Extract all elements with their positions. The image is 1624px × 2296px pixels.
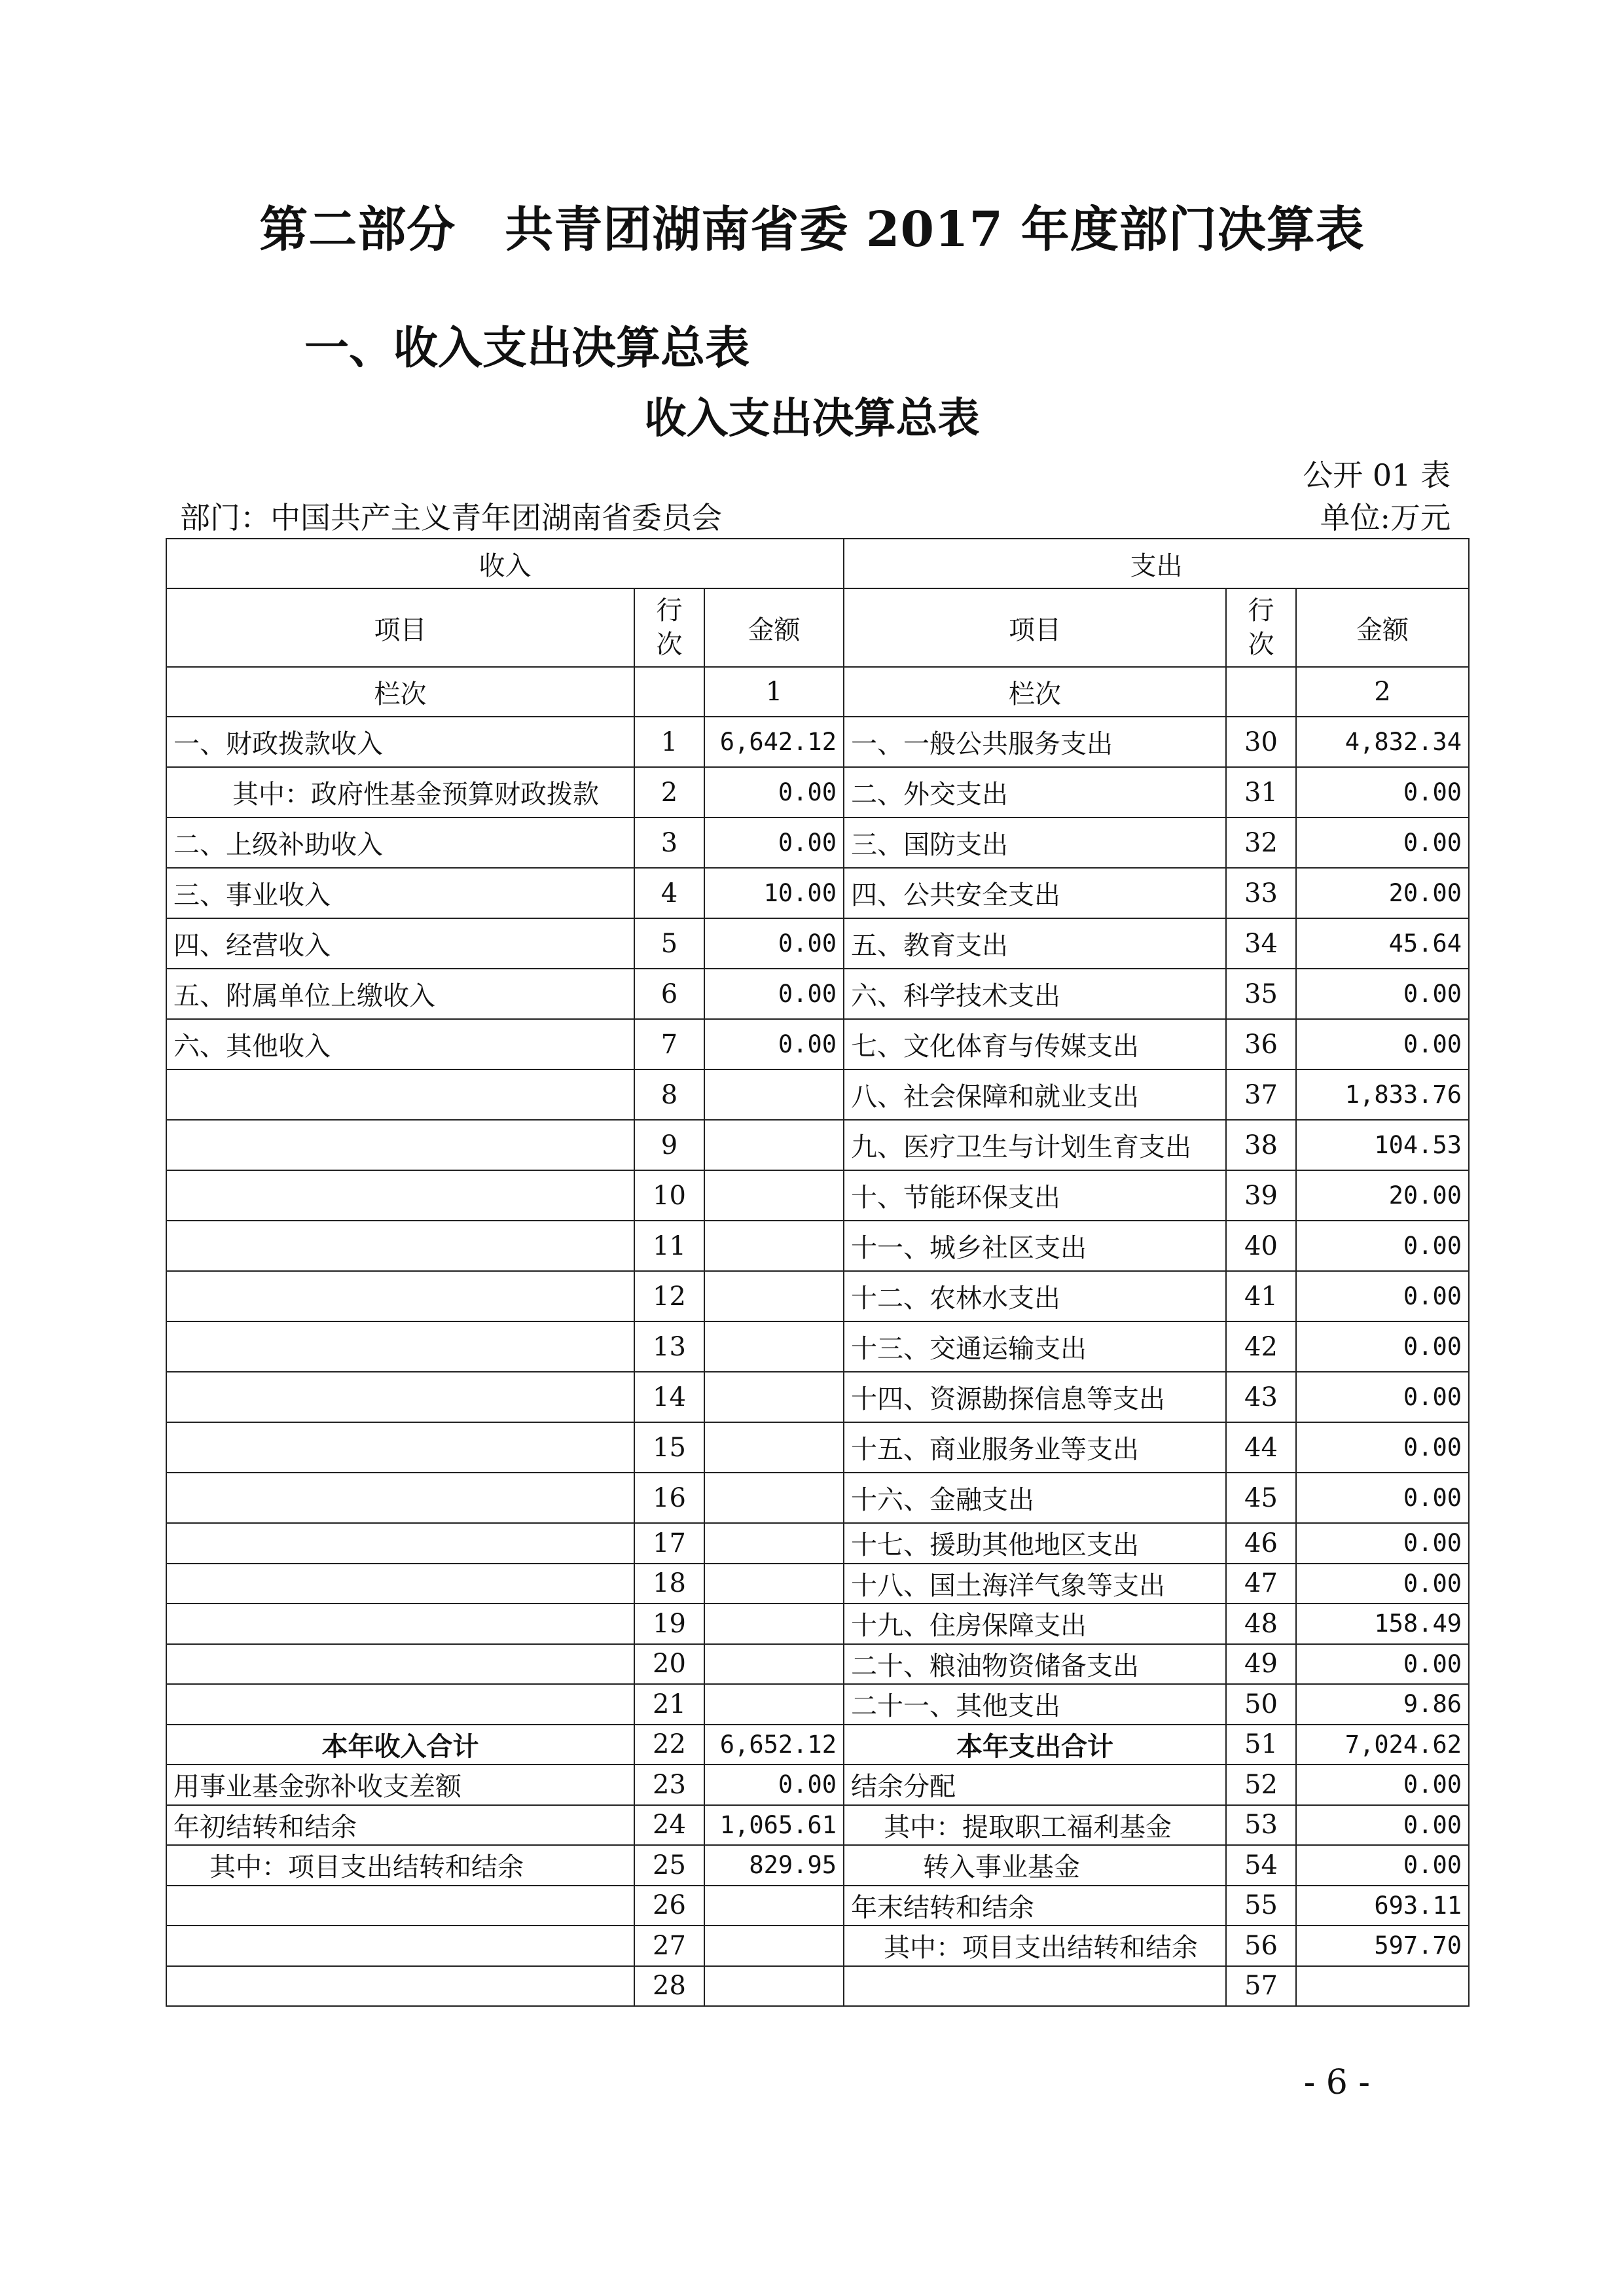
expense-item-cell: 九、医疗卫生与计划生育支出 [844,1120,1226,1170]
header-row-column-index [166,667,1469,717]
expense-row-number: 56 [1226,1926,1296,1966]
income-item-cell: 其中：政府性基金预算财政拨款 [166,767,634,817]
expense-item-cell: 十六、金融支出 [844,1473,1226,1523]
income-column-label: 栏次 [166,667,634,717]
expense-amount-cell: 0.00 [1296,767,1469,817]
expense-item-cell: 十九、住房保障支出 [844,1604,1226,1644]
income-amount-cell [704,1271,844,1321]
expense-row-number: 51 [1226,1725,1296,1765]
table-row [166,1684,1469,1725]
expense-row-number: 37 [1226,1069,1296,1120]
empty-cell [1226,667,1296,717]
expense-row-number: 57 [1226,1966,1296,2007]
expense-row-number: 35 [1226,969,1296,1019]
table-row [166,1765,1469,1805]
page-title: 第二部分 共青团湖南省委 2017 年度部门决算表 [259,202,1365,258]
income-amount-cell [704,1170,844,1221]
expense-row-number: 46 [1226,1523,1296,1564]
table-row [166,868,1469,918]
income-item-cell [166,1170,634,1221]
expense-amount-cell: 0.00 [1296,817,1469,868]
expense-row-number: 32 [1226,817,1296,868]
expense-column-index: 2 [1296,667,1469,717]
table-row [166,1170,1469,1221]
section-title: 一、收入支出决算总表 [304,322,750,374]
expense-amount-cell: 45.64 [1296,918,1469,969]
income-row-number: 10 [634,1170,704,1221]
income-row-number: 24 [634,1805,704,1846]
expense-amount-cell: 20.00 [1296,868,1469,918]
income-amount-cell: 6,652.12 [704,1725,844,1765]
table-row [166,1372,1469,1422]
income-item-cell [166,1271,634,1321]
income-amount-cell [704,1564,844,1604]
expense-row-number: 39 [1226,1170,1296,1221]
expense-item-cell: 十八、国土海洋气象等支出 [844,1564,1226,1604]
expense-row-number: 50 [1226,1684,1296,1725]
table-row [166,1271,1469,1321]
expense-item-cell: 三、国防支出 [844,817,1226,868]
table-row [166,1725,1469,1765]
expense-row-number: 31 [1226,767,1296,817]
table-row [166,1926,1469,1966]
income-amount-cell [704,1684,844,1725]
table-row [166,1845,1469,1886]
row-no-header-text: 行 次 [1248,596,1274,660]
income-amount-cell [704,1604,844,1644]
header-row-columns [166,588,1469,667]
income-item-cell [166,1684,634,1725]
income-amount-cell: 0.00 [704,969,844,1019]
income-row-number: 1 [634,717,704,767]
expense-row-no-header [1226,588,1296,667]
expense-row-number: 43 [1226,1372,1296,1422]
expense-item-cell: 四、公共安全支出 [844,868,1226,918]
income-row-number: 23 [634,1765,704,1805]
expense-item-cell [844,1966,1226,2007]
income-item-cell: 五、附属单位上缴收入 [166,969,634,1019]
expense-amount-cell: 4,832.34 [1296,717,1469,767]
table-row [166,1120,1469,1170]
form-number: 公开 01 表 [1303,457,1451,493]
table-row [166,1321,1469,1372]
expense-row-number: 52 [1226,1765,1296,1805]
income-row-number: 26 [634,1886,704,1926]
expense-header: 支出 [844,539,1469,588]
expense-row-number: 47 [1226,1564,1296,1604]
income-row-number: 16 [634,1473,704,1523]
income-item-cell [166,1221,634,1271]
expense-amount-cell: 7,024.62 [1296,1725,1469,1765]
expense-item-cell: 八、社会保障和就业支出 [844,1069,1226,1120]
table-row [166,1966,1469,2007]
table-row [166,1221,1469,1271]
income-amount-header: 金额 [704,588,844,667]
row-no-header-text: 行 次 [656,596,683,660]
expense-item-cell: 其中：提取职工福利基金 [844,1805,1226,1846]
income-item-cell [166,1321,634,1372]
expense-row-number: 41 [1226,1271,1296,1321]
income-amount-cell [704,1372,844,1422]
income-item-cell: 三、事业收入 [166,868,634,918]
expense-amount-cell: 0.00 [1296,969,1469,1019]
expense-item-header: 项目 [844,588,1226,667]
expense-row-number: 34 [1226,918,1296,969]
income-row-number: 19 [634,1604,704,1644]
expense-item-cell: 十二、农林水支出 [844,1271,1226,1321]
income-item-cell [166,1644,634,1685]
income-item-cell: 年初结转和结余 [166,1805,634,1846]
expense-item-cell: 七、文化体育与传媒支出 [844,1019,1226,1069]
expense-row-number: 48 [1226,1604,1296,1644]
expense-amount-cell: 20.00 [1296,1170,1469,1221]
table-row [166,817,1469,868]
income-amount-cell [704,1069,844,1120]
income-item-cell [166,1523,634,1564]
income-amount-cell: 0.00 [704,1765,844,1805]
table-row [166,1644,1469,1685]
income-amount-cell: 0.00 [704,767,844,817]
income-amount-cell [704,1523,844,1564]
expense-amount-cell: 0.00 [1296,1473,1469,1523]
income-row-number: 4 [634,868,704,918]
income-column-index: 1 [704,667,844,717]
table-row [166,918,1469,969]
expense-column-label: 栏次 [844,667,1226,717]
empty-cell [634,667,704,717]
expense-amount-cell: 0.00 [1296,1805,1469,1846]
income-item-cell: 用事业基金弥补收支差额 [166,1765,634,1805]
income-item-cell: 四、经营收入 [166,918,634,969]
income-row-number: 21 [634,1684,704,1725]
expense-amount-cell: 0.00 [1296,1422,1469,1473]
expense-amount-cell: 1,833.76 [1296,1069,1469,1120]
income-row-number: 15 [634,1422,704,1473]
income-row-number: 6 [634,969,704,1019]
expense-amount-cell: 0.00 [1296,1372,1469,1422]
income-row-number: 8 [634,1069,704,1120]
income-amount-cell [704,1473,844,1523]
income-amount-cell [704,1120,844,1170]
table-title: 收入支出决算总表 [644,394,980,443]
expense-item-cell: 一、一般公共服务支出 [844,717,1226,767]
expense-row-number: 49 [1226,1644,1296,1685]
income-row-number: 25 [634,1845,704,1886]
table-row [166,969,1469,1019]
income-amount-cell: 0.00 [704,1019,844,1069]
income-row-number: 20 [634,1644,704,1685]
income-row-number: 18 [634,1564,704,1604]
income-item-cell: 其中：项目支出结转和结余 [166,1845,634,1886]
income-header: 收入 [166,539,844,588]
income-row-number: 28 [634,1966,704,2007]
income-amount-cell [704,1926,844,1966]
table-row [166,1019,1469,1069]
income-item-cell [166,1604,634,1644]
expense-item-cell: 十四、资源勘探信息等支出 [844,1372,1226,1422]
table-row [166,1473,1469,1523]
income-row-no-header [634,588,704,667]
expense-item-cell: 五、教育支出 [844,918,1226,969]
expense-amount-cell: 0.00 [1296,1845,1469,1886]
income-row-number: 2 [634,767,704,817]
table-row [166,1564,1469,1604]
income-amount-cell [704,1321,844,1372]
expense-row-number: 44 [1226,1422,1296,1473]
table-row [166,1523,1469,1564]
expense-row-number: 33 [1226,868,1296,918]
unit-label: 单位:万元 [1320,500,1451,535]
income-item-cell: 二、上级补助收入 [166,817,634,868]
income-item-cell: 一、财政拨款收入 [166,717,634,767]
expense-row-number: 30 [1226,717,1296,767]
expense-amount-header: 金额 [1296,588,1469,667]
income-item-header: 项目 [166,588,634,667]
table-row [166,1422,1469,1473]
income-amount-cell: 1,065.61 [704,1805,844,1846]
expense-item-cell: 结余分配 [844,1765,1226,1805]
income-amount-cell [704,1422,844,1473]
page-number: - 6 - [1303,2063,1370,2102]
income-amount-cell [704,1966,844,2007]
expense-row-number: 40 [1226,1221,1296,1271]
table-row [166,1069,1469,1120]
expense-item-cell: 十、节能环保支出 [844,1170,1226,1221]
income-item-cell [166,1069,634,1120]
expense-amount-cell: 0.00 [1296,1271,1469,1321]
income-amount-cell: 0.00 [704,817,844,868]
income-item-cell [166,1120,634,1170]
expense-item-cell: 二、外交支出 [844,767,1226,817]
table-row [166,717,1469,767]
income-row-number: 13 [634,1321,704,1372]
table-row [166,767,1469,817]
header-row-sections [166,539,1469,588]
expense-row-number: 54 [1226,1845,1296,1886]
income-item-cell [166,1372,634,1422]
expense-amount-cell: 0.00 [1296,1321,1469,1372]
income-item-cell [166,1473,634,1523]
income-item-cell: 六、其他收入 [166,1019,634,1069]
expense-amount-cell: 0.00 [1296,1221,1469,1271]
income-row-number: 3 [634,817,704,868]
table-row [166,1805,1469,1846]
expense-item-cell: 六、科学技术支出 [844,969,1226,1019]
income-amount-cell: 6,642.12 [704,717,844,767]
expense-amount-cell: 0.00 [1296,1564,1469,1604]
expense-amount-cell: 0.00 [1296,1019,1469,1069]
expense-amount-cell: 0.00 [1296,1644,1469,1685]
income-item-cell [166,1886,634,1926]
expense-item-cell: 转入事业基金 [844,1845,1226,1886]
expense-item-cell: 十三、交通运输支出 [844,1321,1226,1372]
income-row-number: 5 [634,918,704,969]
income-amount-cell [704,1886,844,1926]
expense-row-number: 38 [1226,1120,1296,1170]
income-item-cell [166,1422,634,1473]
expense-item-cell: 十一、城乡社区支出 [844,1221,1226,1271]
table-row [166,1886,1469,1926]
income-row-number: 7 [634,1019,704,1069]
expense-amount-cell: 9.86 [1296,1684,1469,1725]
expense-item-cell: 十五、商业服务业等支出 [844,1422,1226,1473]
table-row [166,1604,1469,1644]
income-row-number: 9 [634,1120,704,1170]
income-amount-cell [704,1221,844,1271]
expense-item-cell: 十七、援助其他地区支出 [844,1523,1226,1564]
expense-item-cell: 年末结转和结余 [844,1886,1226,1926]
expense-item-cell: 其中：项目支出结转和结余 [844,1926,1226,1966]
income-row-number: 14 [634,1372,704,1422]
income-row-number: 12 [634,1271,704,1321]
income-row-number: 17 [634,1523,704,1564]
expense-amount-cell: 158.49 [1296,1604,1469,1644]
income-row-number: 11 [634,1221,704,1271]
expense-amount-cell: 597.70 [1296,1926,1469,1966]
expense-amount-cell: 104.53 [1296,1120,1469,1170]
income-amount-cell: 0.00 [704,918,844,969]
expense-amount-cell: 0.00 [1296,1765,1469,1805]
income-expense-table [166,538,1470,2007]
expense-item-cell: 本年支出合计 [844,1725,1226,1765]
expense-row-number: 53 [1226,1805,1296,1846]
income-item-cell [166,1564,634,1604]
income-item-cell [166,1966,634,2007]
expense-row-number: 36 [1226,1019,1296,1069]
income-amount-cell: 829.95 [704,1845,844,1886]
income-row-number: 22 [634,1725,704,1765]
income-item-cell [166,1926,634,1966]
income-amount-cell [704,1644,844,1685]
department-label: 部门：中国共产主义青年团湖南省委员会 [180,500,722,535]
expense-row-number: 42 [1226,1321,1296,1372]
expense-row-number: 45 [1226,1473,1296,1523]
expense-amount-cell: 0.00 [1296,1523,1469,1564]
expense-row-number: 55 [1226,1886,1296,1926]
expense-item-cell: 二十一、其他支出 [844,1684,1226,1725]
income-item-cell: 本年收入合计 [166,1725,634,1765]
income-row-number: 27 [634,1926,704,1966]
expense-amount-cell: 693.11 [1296,1886,1469,1926]
income-amount-cell: 10.00 [704,868,844,918]
expense-item-cell: 二十、粮油物资储备支出 [844,1644,1226,1685]
expense-amount-cell [1296,1966,1469,2007]
